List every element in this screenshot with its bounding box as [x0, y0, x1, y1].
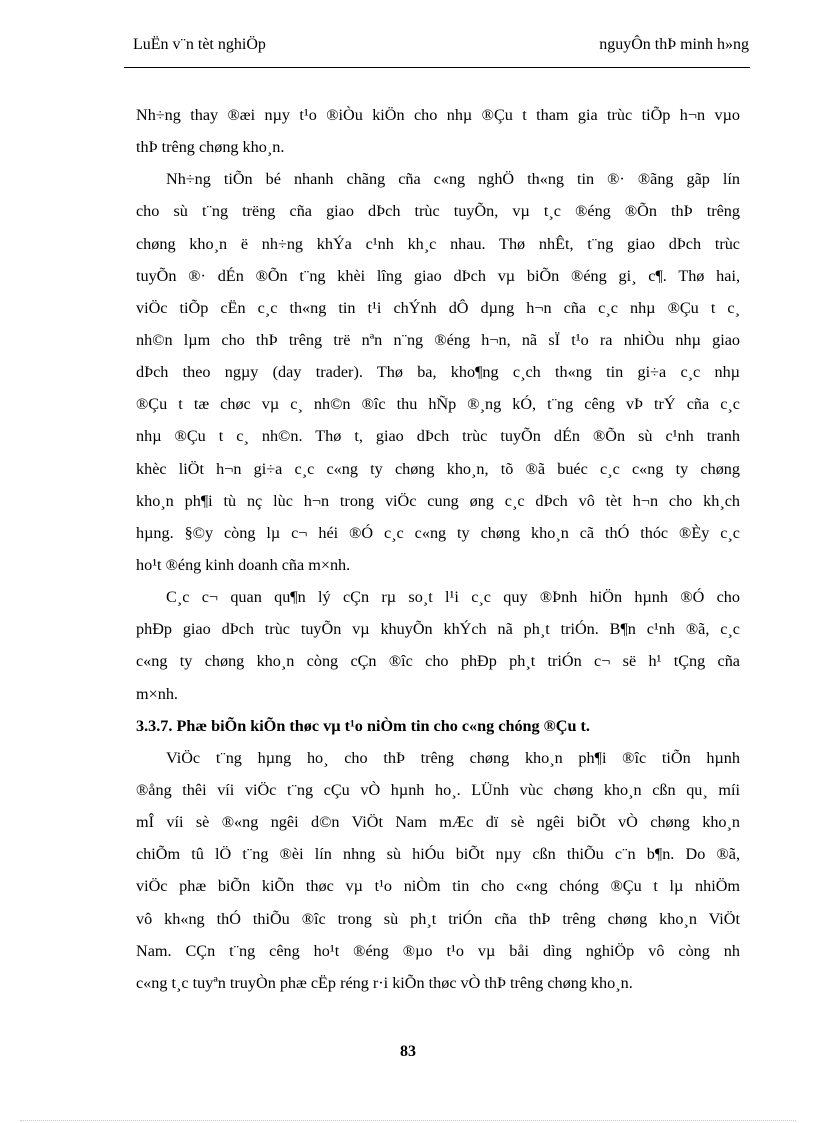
text-line: thÞ trêng chøng kho¸n. [136, 138, 285, 157]
text-line: ViÖc t¨ng hµng ho¸ cho thÞ trêng chøng kho¸n ph¶i ®îc tiÕn hµnh [166, 748, 740, 767]
text-line: m×nh. [136, 684, 178, 703]
text-line: Nam. CÇn t¨ng cêng ho¹t ®éng ®µo t¹o vµ båi dìng nghiÖp vô còng nh [136, 941, 740, 960]
text-line: khèc liÖt h¬n gi÷a c¸c c«ng ty chøng kho¸n, tõ ®ã buéc c¸c c«ng ty chøng [136, 459, 740, 478]
text-line: ®Çu t tæ chøc vµ c¸ nh©n ®îc thu hÑp ®¸ng kÓ, t¨ng cêng vÞ trÝ cña c¸c [136, 395, 740, 414]
body-text [136, 99, 740, 999]
header-divider [124, 67, 750, 68]
text-line: mÎ víi sè ®«ng ngêi d©n ViÖt Nam mÆc dï sè ngêi biÕt vÒ chøng kho¸n [136, 813, 740, 832]
text-line: tuyÕn ®· dÉn ®Õn t¨ng khèi lîng giao dÞch vµ biÕn ®éng gi¸ c¶. Thø hai, [136, 266, 740, 285]
page-bottom-divider [20, 1120, 796, 1121]
text-line: vô kh«ng thÓ thiÕu ®îc trong sù ph¸t triÓn cña thÞ trêng chøng kho¸n ViÖt [136, 909, 740, 928]
text-line: c«ng t¸c tuyªn truyÒn phæ cËp réng r·i kiÕn thøc vÒ thÞ trêng chøng kho¸n. [136, 973, 633, 992]
page-header [133, 36, 749, 60]
text-line: cho sù t¨ng trëng cña giao dÞch trùc tuyÕn, vµ t¸c ®éng ®Õn thÞ trêng [136, 202, 740, 221]
text-line: ho¹t ®éng kinh doanh cña m×nh. [136, 555, 351, 574]
text-line: c«ng ty chøng kho¸n còng cÇn ®îc cho phÐp ph¸t triÓn c¬ së h¹ tÇng cña [136, 652, 740, 671]
page-number: 83 [400, 1043, 416, 1060]
text-line: ®ång thêi víi viÖc t¨ng cÇu vÒ hµnh ho¸. LÜnh vùc chøng kho¸n cßn qu¸ míi [136, 780, 740, 799]
section-heading: 3.3.7. Phæ biÕn kiÕn thøc vµ t¹o niÒm tin cho c«ng chóng ®Çu t. [136, 716, 590, 735]
header-author-name: nguyÔn thÞ minh h»ng [599, 36, 749, 53]
text-line: chøng kho¸n ë nh÷ng khÝa c¹nh kh¸c nhau. Thø nhÊt, t¨ng giao dÞch trùc [136, 234, 740, 253]
text-line: Nh÷ng thay ®æi nµy t¹o ®iÒu kiÖn cho nhµ ®Çu t tham gia trùc tiÕp h¬n vµo [136, 106, 740, 124]
text-line: nhµ ®Çu t c¸ nh©n. Thø t, giao dÞch trùc tuyÕn dÉn ®Õn sù c¹nh tranh [136, 427, 740, 446]
text-line: nh©n lµm cho thÞ trêng trë nªn n¨ng ®éng h¬n, nã sÏ t¹o ra nhiÒu nhµ giao [136, 330, 740, 349]
text-line: viÖc tiÕp cËn c¸c th«ng tin t¹i chÝnh dÔ dµng h¬n cña c¸c nhµ ®Çu t c¸ [136, 298, 740, 317]
text-line: viÖc phæ biÕn kiÕn thøc vµ t¹o niÒm tin cho c«ng chóng ®Çu t lµ nhiÖm [136, 877, 740, 896]
text-line: dÞch theo ngµy (day trader). Thø ba, kho¶ng c¸ch th«ng tin gi÷a c¸c nhµ [136, 363, 740, 382]
text-line: Nh÷ng tiÕn bé nhanh chãng cña c«ng nghÖ th«ng tin ®· ®ãng gãp lín [166, 170, 740, 189]
text-line: chiÕm tû lÖ t¨ng ®èi lín nhng sù hiÓu biÕt nµy cßn thiÕu c¨n b¶n. Do ®ã, [136, 845, 740, 864]
text-line: C¸c c¬ quan qu¶n lý cÇn rµ so¸t l¹i c¸c quy ®Þnh hiÖn hµnh ®Ó cho [166, 588, 740, 607]
header-thesis-title: LuËn v¨n tèt nghiÖp [133, 36, 266, 53]
text-line: kho¸n ph¶i tù nç lùc h¬n trong viÖc cung øng c¸c dÞch vô tèt h¬n cho kh¸ch [136, 491, 740, 510]
text-line: hµng. §©y còng lµ c¬ héi ®Ó c¸c c«ng ty chøng kho¸n cã thÓ thóc ®Èy c¸c [136, 523, 740, 542]
text-line: phÐp giao dÞch trùc tuyÕn vµ khuyÕn khÝch nã ph¸t triÓn. B¶n c¹nh ®ã, c¸c [136, 620, 740, 639]
